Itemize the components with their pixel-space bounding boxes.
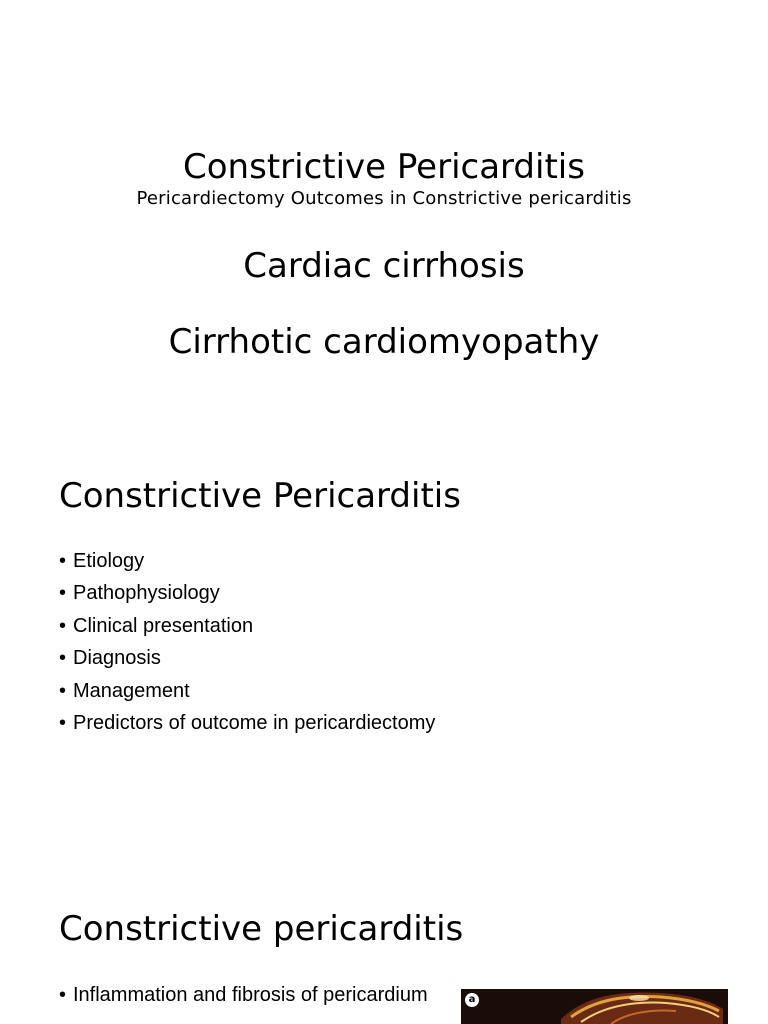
list-item	[59, 577, 435, 609]
bullet-icon: •	[59, 711, 67, 734]
bullet-icon: •	[59, 679, 67, 702]
list-item	[59, 707, 435, 739]
list-item-text: Etiology	[73, 550, 145, 572]
figure-label-badge: a	[465, 993, 479, 1007]
list-item	[59, 610, 435, 642]
list-item	[59, 545, 435, 577]
list-item-text: Management	[73, 679, 190, 702]
slide-1-line-cirrhotic-cardiomyopathy: Cirrhotic cardiomyopathy	[168, 322, 600, 362]
bullet-icon: •	[59, 582, 67, 605]
bullet-icon: •	[59, 647, 67, 670]
list-item-text: Diagnosis	[73, 647, 161, 670]
list-item	[59, 642, 435, 674]
list-item-text: Pathophysiology	[73, 582, 220, 605]
pericardium-image-art	[461, 989, 728, 1024]
slide-1-subtitle: Pericardiectomy Outcomes in Constrictive pericarditis	[136, 188, 632, 209]
pericardium-image	[461, 989, 728, 1024]
slide-2-bullet-list	[59, 545, 435, 739]
list-item	[59, 979, 428, 1011]
list-item	[59, 675, 435, 707]
slide-3-heading: Constrictive pericarditis	[59, 909, 464, 949]
slide-1-title: Constrictive Pericarditis	[183, 147, 585, 187]
slide-2-heading: Constrictive Pericarditis	[59, 476, 461, 516]
bullet-icon: •	[59, 984, 67, 1006]
list-item-text: Predictors of outcome in pericardiectomy	[73, 711, 436, 734]
list-item-text: Inflammation and fibrosis of pericardium	[73, 984, 428, 1006]
slide-1-line-cardiac-cirrhosis: Cardiac cirrhosis	[243, 246, 525, 286]
bullet-icon: •	[59, 614, 67, 637]
list-item-text: Clinical presentation	[73, 614, 254, 637]
bullet-icon: •	[59, 550, 67, 572]
slide-3-bullet-list	[59, 979, 428, 1011]
